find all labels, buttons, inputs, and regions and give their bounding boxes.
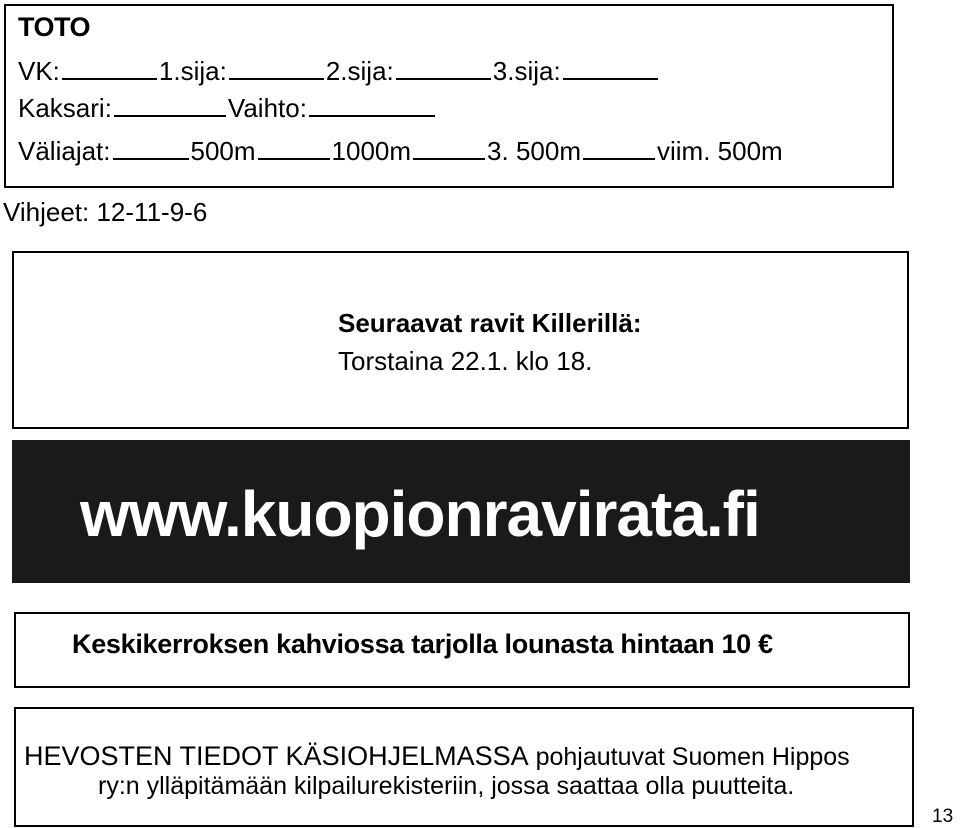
next-races-date: Torstaina 22.1. klo 18.	[338, 346, 593, 376]
vk-blank[interactable]	[62, 56, 157, 80]
split-blank-2[interactable]	[258, 136, 330, 160]
split-blank-3[interactable]	[413, 136, 485, 160]
toto-row-splits	[18, 136, 783, 166]
splits-label: Väliajat:	[18, 136, 111, 166]
swap-blank[interactable]	[309, 93, 435, 117]
disclaimer-caps: HEVOSTEN TIEDOT KÄSIOHJELMASSA	[24, 741, 529, 771]
pair-label: Kaksari:	[18, 93, 112, 123]
disclaimer-rest: pohjautuvat Suomen Hippos	[528, 743, 850, 771]
split-1000m: 1000m	[331, 136, 412, 166]
disclaimer-line-1	[24, 741, 850, 772]
website-link[interactable]: www.kuopionravirata.fi	[80, 478, 760, 550]
page-number: 13	[932, 806, 954, 827]
swap-label: Vaihto:	[227, 93, 307, 123]
split-blank-4[interactable]	[583, 136, 655, 160]
split-500m: 500m	[190, 136, 256, 166]
toto-title: TOTO	[18, 12, 91, 42]
split-third-500m: 3. 500m	[487, 136, 581, 166]
toto-row-places	[18, 56, 660, 86]
disclaimer-line-2: ry:n ylläpitämään kilpailurekisteriin, jossa saattaa olla puutteita.	[98, 772, 795, 800]
split-last-500m: viim. 500m	[657, 136, 783, 166]
first-place-label: 1.sija:	[158, 56, 227, 86]
toto-row-bets	[18, 93, 437, 123]
third-place-label: 3.sija:	[492, 56, 561, 86]
first-place-blank[interactable]	[229, 56, 324, 80]
vk-label: VK:	[18, 56, 60, 86]
hints-line: Vihjeet: 12-11-9-6	[3, 197, 208, 227]
split-blank-1[interactable]	[113, 136, 189, 160]
pair-blank[interactable]	[114, 93, 226, 117]
next-races-box	[12, 251, 909, 429]
next-races-title: Seuraavat ravit Killerillä:	[338, 308, 642, 338]
third-place-blank[interactable]	[563, 56, 658, 80]
second-place-label: 2.sija:	[325, 56, 394, 86]
second-place-blank[interactable]	[396, 56, 491, 80]
cafe-text: Keskikerroksen kahviossa tarjolla lounasta hintaan 10 €	[72, 629, 773, 659]
